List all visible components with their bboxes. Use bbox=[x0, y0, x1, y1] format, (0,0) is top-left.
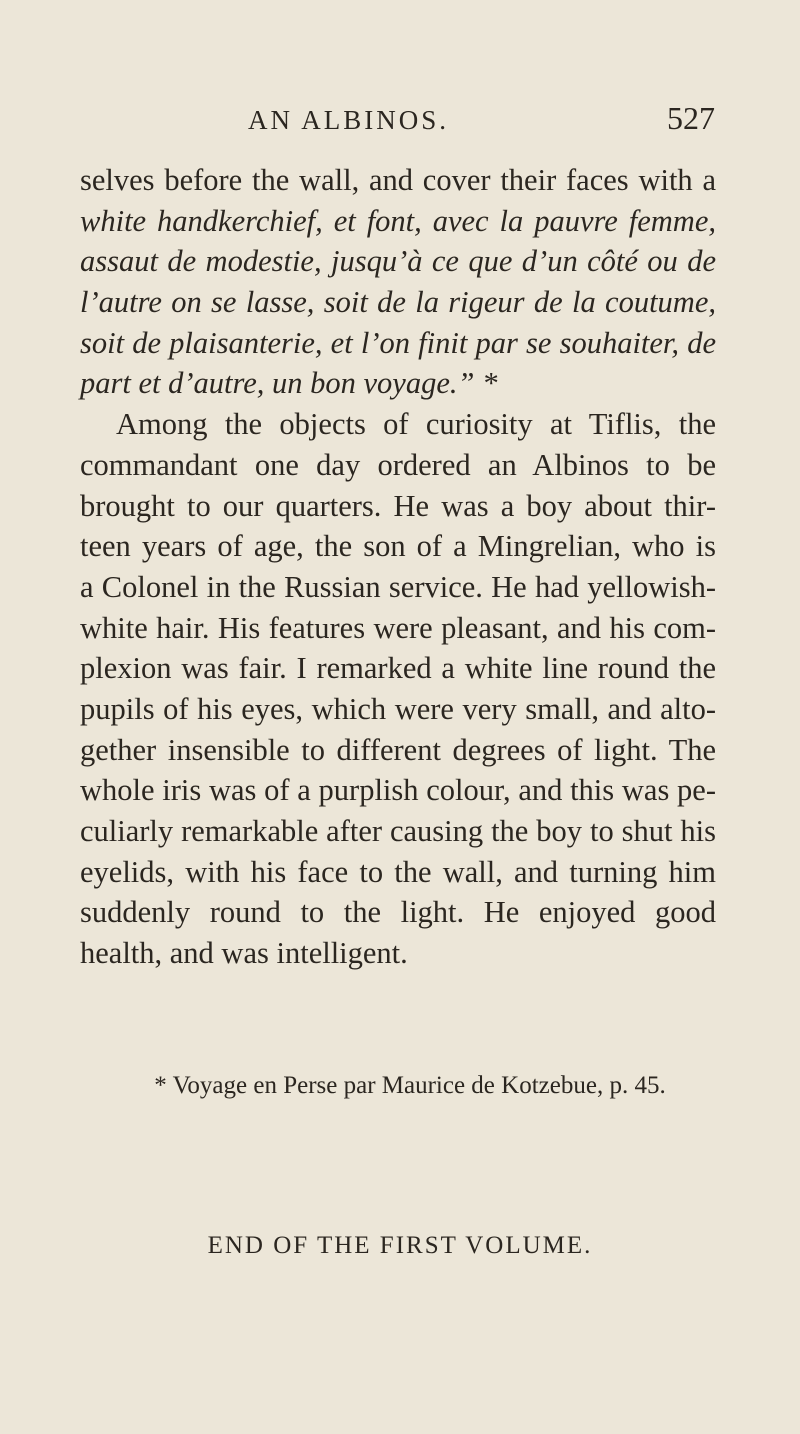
text-line: white hair. His features were pleasant, and his com- bbox=[80, 610, 716, 645]
running-head bbox=[0, 100, 800, 140]
end-of-volume-colophon: END OF THE FIRST VOLUME. bbox=[207, 1232, 593, 1259]
text-line-italic: white handkerchief, et font, avec la pauvre femme, bbox=[80, 203, 716, 238]
running-title: AN ALBINOS. bbox=[248, 105, 450, 135]
text-line: gether insensible to different degrees of light. The bbox=[80, 732, 716, 767]
text-line: brought to our quarters. He was a boy about thir- bbox=[80, 488, 716, 523]
text-line-italic: soit de plaisanterie, et l’on finit par se souhaiter, de bbox=[80, 325, 716, 360]
footnote-text: * Voyage en Perse par Maurice de Kotzebue, p. 45. bbox=[154, 1072, 666, 1099]
text-line: selves before the wall, and cover their faces with a bbox=[80, 163, 716, 197]
footnote bbox=[0, 1066, 800, 1106]
text-line: culiarly remarkable after causing the boy to shut his bbox=[80, 814, 716, 848]
paragraph-start: Among the objects of curiosity at Tiflis, the bbox=[116, 407, 716, 442]
text-line: commandant one day ordered an Albinos to be bbox=[80, 447, 716, 482]
text-line-italic: l’autre on se lasse, soit de la rigeur de la coutume, bbox=[80, 285, 716, 320]
text-line: suddenly round to the light. He enjoyed good bbox=[80, 895, 716, 930]
text-line-italic: part et d’autre, un bon voyage.” * bbox=[80, 366, 498, 401]
body-text bbox=[80, 160, 716, 974]
text-line: pupils of his eyes, which were very small, and alto- bbox=[80, 691, 716, 726]
text-line-italic: assaut de modestie, jusqu’à ce que d’un côté ou de bbox=[80, 244, 716, 279]
text-line: a Colonel in the Russian service. He had yellowish- bbox=[80, 569, 716, 604]
text-line: plexion was fair. I remarked a white line round the bbox=[80, 651, 716, 686]
text-line: eyelids, with his face to the wall, and turning him bbox=[80, 854, 716, 889]
text-line: whole iris was of a purplish colour, and this was pe- bbox=[80, 773, 716, 808]
text-line: teen years of age, the son of a Mingrelian, who is bbox=[80, 529, 716, 564]
page-number: 527 bbox=[667, 100, 715, 136]
text-line: health, and was intelligent. bbox=[80, 936, 408, 971]
